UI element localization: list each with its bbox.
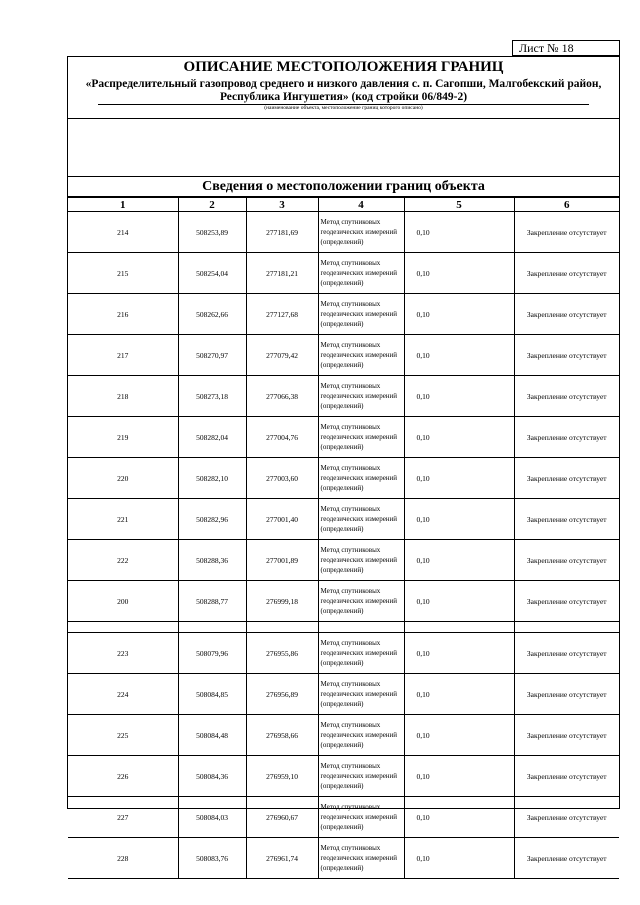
accuracy-cell: 0,10 [404, 674, 514, 715]
method-cell: Метод спутниковых геодезических измерений (определений) [318, 253, 404, 294]
column-header: 4 [318, 198, 404, 212]
point-number-cell: 222 [68, 540, 178, 581]
point-number-cell: 221 [68, 499, 178, 540]
point-number-cell: 227 [68, 797, 178, 838]
accuracy-cell: 0,10 [404, 294, 514, 335]
fixing-cell: Закрепление отсутствует [514, 376, 619, 417]
table-row [68, 499, 619, 540]
table-row [68, 458, 619, 499]
y-coordinate-cell: 276960,67 [246, 797, 318, 838]
y-coordinate-cell: 276961,74 [246, 838, 318, 879]
fixing-cell: Закрепление отсутствует [514, 797, 619, 838]
empty-cell [514, 622, 619, 633]
document-frame [67, 56, 620, 872]
method-cell: Метод спутниковых геодезических измерений (определений) [318, 838, 404, 879]
fixing-cell: Закрепление отсутствует [514, 417, 619, 458]
accuracy-cell: 0,10 [404, 633, 514, 674]
fixing-cell: Закрепление отсутствует [514, 212, 619, 253]
method-cell: Метод спутниковых геодезических измерений (определений) [318, 633, 404, 674]
method-cell: Метод спутниковых геодезических измерений (определений) [318, 540, 404, 581]
group-separator-row [68, 622, 619, 633]
point-number-cell: 214 [68, 212, 178, 253]
x-coordinate-cell: 508288,77 [178, 581, 246, 622]
sheet-number: Лист № 18 [512, 40, 620, 56]
method-cell: Метод спутниковых геодезических измерений (определений) [318, 674, 404, 715]
fixing-cell: Закрепление отсутствует [514, 499, 619, 540]
accuracy-cell: 0,10 [404, 797, 514, 838]
boundary-table [68, 197, 619, 879]
point-number-cell: 225 [68, 715, 178, 756]
table-row [68, 715, 619, 756]
table-row [68, 294, 619, 335]
accuracy-cell: 0,10 [404, 499, 514, 540]
table-header-row [68, 198, 619, 212]
accuracy-cell: 0,10 [404, 756, 514, 797]
method-cell: Метод спутниковых геодезических измерений (определений) [318, 335, 404, 376]
table-row [68, 417, 619, 458]
column-header: 2 [178, 198, 246, 212]
accuracy-cell: 0,10 [404, 458, 514, 499]
accuracy-cell: 0,10 [404, 581, 514, 622]
x-coordinate-cell: 508084,36 [178, 756, 246, 797]
point-number-cell: 219 [68, 417, 178, 458]
y-coordinate-cell: 277003,60 [246, 458, 318, 499]
point-number-cell: 223 [68, 633, 178, 674]
document-header [68, 57, 619, 119]
x-coordinate-cell: 508288,36 [178, 540, 246, 581]
empty-cell [178, 622, 246, 633]
table-row [68, 212, 619, 253]
method-cell: Метод спутниковых геодезических измерений (определений) [318, 797, 404, 838]
empty-cell [68, 622, 178, 633]
x-coordinate-cell: 508282,10 [178, 458, 246, 499]
method-cell: Метод спутниковых геодезических измерений (определений) [318, 458, 404, 499]
column-header: 1 [68, 198, 178, 212]
y-coordinate-cell: 277181,21 [246, 253, 318, 294]
method-cell: Метод спутниковых геодезических измерений (определений) [318, 212, 404, 253]
table-row [68, 838, 619, 879]
empty-cell [318, 622, 404, 633]
x-coordinate-cell: 508253,89 [178, 212, 246, 253]
x-coordinate-cell: 508254,04 [178, 253, 246, 294]
accuracy-cell: 0,10 [404, 715, 514, 756]
y-coordinate-cell: 276999,18 [246, 581, 318, 622]
method-cell: Метод спутниковых геодезических измерений (определений) [318, 294, 404, 335]
object-name-caption: (наименование объекта, местоположение границ которого описано) [264, 105, 423, 111]
y-coordinate-cell: 276956,89 [246, 674, 318, 715]
table-row [68, 756, 619, 797]
empty-cell [246, 622, 318, 633]
method-cell: Метод спутниковых геодезических измерений (определений) [318, 376, 404, 417]
y-coordinate-cell: 277001,40 [246, 499, 318, 540]
method-cell: Метод спутниковых геодезических измерений (определений) [318, 417, 404, 458]
x-coordinate-cell: 508079,96 [178, 633, 246, 674]
fixing-cell: Закрепление отсутствует [514, 458, 619, 499]
y-coordinate-cell: 276959,10 [246, 756, 318, 797]
y-coordinate-cell: 276958,66 [246, 715, 318, 756]
y-coordinate-cell: 277004,76 [246, 417, 318, 458]
y-coordinate-cell: 277181,69 [246, 212, 318, 253]
table-row [68, 797, 619, 838]
accuracy-cell: 0,10 [404, 253, 514, 294]
y-coordinate-cell: 277079,42 [246, 335, 318, 376]
fixing-cell: Закрепление отсутствует [514, 838, 619, 879]
method-cell: Метод спутниковых геодезических измерений (определений) [318, 715, 404, 756]
table-row [68, 376, 619, 417]
point-number-cell: 218 [68, 376, 178, 417]
column-header: 3 [246, 198, 318, 212]
method-cell: Метод спутниковых геодезических измерений (определений) [318, 581, 404, 622]
table-row [68, 633, 619, 674]
fixing-cell: Закрепление отсутствует [514, 294, 619, 335]
accuracy-cell: 0,10 [404, 417, 514, 458]
table-row [68, 335, 619, 376]
table-row [68, 674, 619, 715]
table-row [68, 540, 619, 581]
column-header: 5 [404, 198, 514, 212]
point-number-cell: 226 [68, 756, 178, 797]
column-header: 6 [514, 198, 619, 212]
document-title: ОПИСАНИЕ МЕСТОПОЛОЖЕНИЯ ГРАНИЦ [183, 59, 504, 75]
fixing-cell: Закрепление отсутствует [514, 335, 619, 376]
x-coordinate-cell: 508084,48 [178, 715, 246, 756]
object-name: «Распределительный газопровод среднего и низкого давления с. п. Сагопши, Малгобекский район, Республика Ингушетия» (код стройки 06/849-2) [85, 78, 602, 103]
x-coordinate-cell: 508273,18 [178, 376, 246, 417]
y-coordinate-cell: 276955,86 [246, 633, 318, 674]
fixing-cell: Закрепление отсутствует [514, 633, 619, 674]
fixing-cell: Закрепление отсутствует [514, 540, 619, 581]
point-number-cell: 200 [68, 581, 178, 622]
fixing-cell: Закрепление отсутствует [514, 715, 619, 756]
x-coordinate-cell: 508084,03 [178, 797, 246, 838]
y-coordinate-cell: 277127,68 [246, 294, 318, 335]
y-coordinate-cell: 277001,89 [246, 540, 318, 581]
method-cell: Метод спутниковых геодезических измерений (определений) [318, 756, 404, 797]
x-coordinate-cell: 508282,96 [178, 499, 246, 540]
empty-cell [404, 622, 514, 633]
fixing-cell: Закрепление отсутствует [514, 756, 619, 797]
point-number-cell: 216 [68, 294, 178, 335]
point-number-cell: 228 [68, 838, 178, 879]
point-number-cell: 220 [68, 458, 178, 499]
x-coordinate-cell: 508083,76 [178, 838, 246, 879]
x-coordinate-cell: 508282,04 [178, 417, 246, 458]
accuracy-cell: 0,10 [404, 335, 514, 376]
x-coordinate-cell: 508084,85 [178, 674, 246, 715]
accuracy-cell: 0,10 [404, 376, 514, 417]
point-number-cell: 215 [68, 253, 178, 294]
table-row [68, 581, 619, 622]
fixing-cell: Закрепление отсутствует [514, 253, 619, 294]
fixing-cell: Закрепление отсутствует [514, 581, 619, 622]
point-number-cell: 224 [68, 674, 178, 715]
y-coordinate-cell: 277066,38 [246, 376, 318, 417]
accuracy-cell: 0,10 [404, 838, 514, 879]
point-number-cell: 217 [68, 335, 178, 376]
fixing-cell: Закрепление отсутствует [514, 674, 619, 715]
table-row [68, 253, 619, 294]
section-title: Сведения о местоположении границ объекта [68, 177, 619, 197]
accuracy-cell: 0,10 [404, 540, 514, 581]
accuracy-cell: 0,10 [404, 212, 514, 253]
method-cell: Метод спутниковых геодезических измерений (определений) [318, 499, 404, 540]
x-coordinate-cell: 508270,97 [178, 335, 246, 376]
blank-area [68, 119, 619, 177]
x-coordinate-cell: 508262,66 [178, 294, 246, 335]
